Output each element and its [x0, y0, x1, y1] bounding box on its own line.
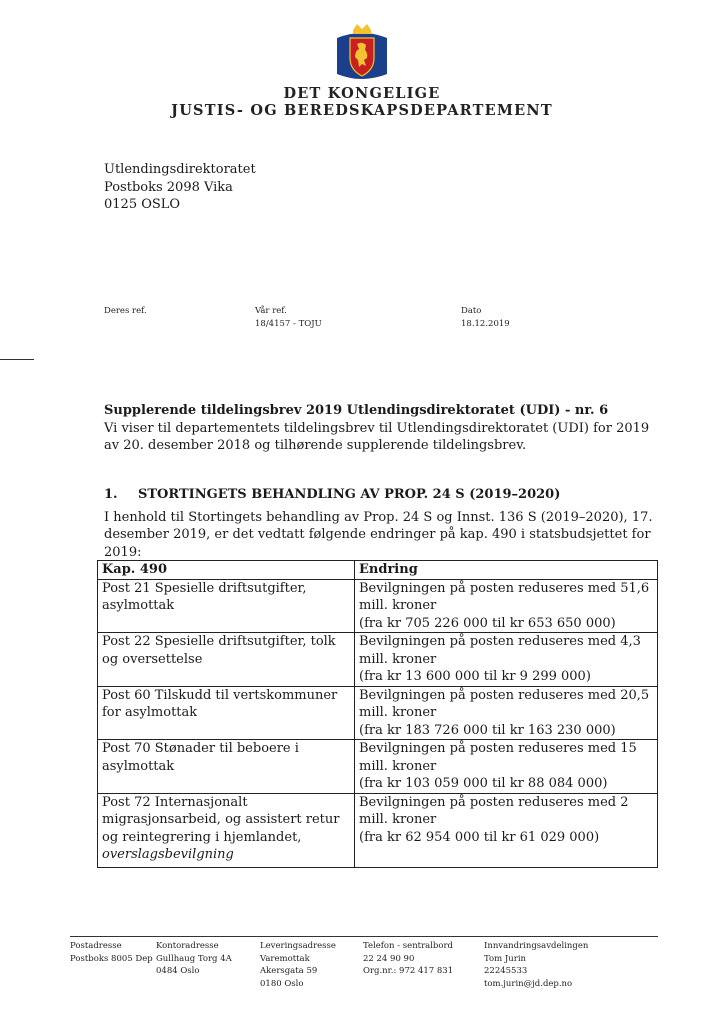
subject-block — [104, 402, 664, 455]
table-row — [98, 686, 658, 740]
post-cell — [98, 579, 355, 633]
letterhead — [0, 24, 724, 119]
footer-value: Gullhaug Torg 4A — [156, 953, 232, 964]
change-text: Bevilgningen på posten reduseres med 51,6 mill. kroner — [359, 580, 650, 613]
change-cell — [355, 686, 658, 740]
table-row — [98, 793, 658, 867]
footer-postadresse — [70, 940, 153, 965]
change-text: Bevilgningen på posten reduseres med 2 mill. kroner — [359, 794, 629, 827]
deres-ref-label: Deres ref. — [104, 306, 147, 316]
footer-value: 0484 Oslo — [156, 966, 200, 976]
recipient-city: 0125 OSLO — [104, 197, 181, 212]
change-detail: (fra kr 183 726 000 til kr 163 230 000) — [359, 722, 616, 738]
post-text: Post 60 Tilskudd til vertskommuner for asylmottak — [102, 687, 338, 720]
dato-value: 18.12.2019 — [461, 319, 510, 329]
table-header-endring: Endring — [355, 561, 658, 580]
footer-value: Varemottak — [260, 953, 310, 964]
post-text: Post 72 Internasjonalt migrasjonsarbeid, og assistert retur og reintegrering i hjemlandet, — [102, 794, 340, 845]
footer-telefon — [363, 940, 453, 978]
post-cell — [98, 740, 355, 794]
budget-table — [97, 560, 658, 868]
section-1 — [104, 486, 664, 561]
reference-deres — [104, 305, 147, 318]
footer-kontoradresse — [156, 940, 232, 978]
table-row — [98, 740, 658, 794]
footer-label: Telefon - sentralbord — [363, 941, 453, 951]
reference-dato — [461, 305, 510, 331]
recipient-name: Utlendingsdirektoratet — [104, 162, 256, 177]
change-cell — [355, 633, 658, 687]
footer-avdeling — [484, 940, 588, 990]
norwegian-coat-of-arms-icon — [333, 24, 391, 84]
post-cell — [98, 793, 355, 867]
post-text: Post 21 Spesielle driftsutgifter, asylmottak — [102, 580, 307, 613]
post-text: Post 70 Stønader til beboere i asylmottak — [102, 741, 299, 774]
change-cell — [355, 579, 658, 633]
section-heading — [104, 486, 664, 504]
section-body: I henhold til Stortingets behandling av Prop. 24 S og Innst. 136 S (2019–2020), 17. desember 2019, er det vedtatt følgende endringer på kap. 490 i statsbudsjettet for 2019: — [104, 509, 653, 560]
post-text: Post 22 Spesielle driftsutgifter, tolk og oversettelse — [102, 634, 336, 667]
dato-label: Dato — [461, 306, 482, 316]
footer-value: Akersgata 59 — [260, 966, 318, 976]
change-detail: (fra kr 103 059 000 til kr 88 084 000) — [359, 776, 608, 791]
subject-body: Vi viser til departementets tildelingsbrev til Utlendingsdirektoratet (UDI) for 2019 av 20. desember 2018 og tilhørende supplerende tildelingsbrev. — [104, 420, 650, 453]
change-cell — [355, 740, 658, 794]
footer-email[interactable]: tom.jurin@jd.dep.no — [484, 978, 573, 989]
table-row — [98, 579, 658, 633]
change-detail: (fra kr 705 226 000 til kr 653 650 000) — [359, 615, 616, 631]
footer-value: Postboks 8005 Dep — [70, 953, 153, 964]
var-ref-label: Vår ref. — [255, 306, 287, 316]
reference-var — [255, 305, 322, 331]
var-ref-value: 18/4157 - TOJU — [255, 319, 322, 329]
recipient-address — [104, 161, 256, 214]
section-heading-text: STORTINGETS BEHANDLING AV PROP. 24 S (2019–2020) — [138, 487, 561, 502]
change-text: Bevilgningen på posten reduseres med 15 mill. kroner — [359, 741, 637, 774]
footer-value: 22245533 — [484, 966, 528, 976]
table-header-row — [98, 561, 658, 580]
footer-label: Innvandringsavdelingen — [484, 941, 589, 951]
footer-value: Tom Jurin — [484, 953, 527, 964]
footer-value: 0180 Oslo — [260, 978, 304, 989]
footer-value: 22 24 90 90 — [363, 953, 415, 964]
footer-value: Org.nr.: 972 417 831 — [363, 966, 454, 976]
footer-label: Postadresse — [70, 941, 122, 951]
recipient-street: Postboks 2098 Vika — [104, 179, 233, 195]
fold-mark — [0, 359, 34, 360]
post-cell — [98, 686, 355, 740]
footer-label: Leveringsadresse — [260, 941, 336, 951]
footer-leveringsadresse — [260, 940, 336, 990]
section-number: 1. — [104, 487, 118, 502]
footer-label: Kontoradresse — [156, 941, 219, 951]
change-detail: (fra kr 62 954 000 til kr 61 029 000) — [359, 829, 600, 845]
change-text: Bevilgningen på posten reduseres med 4,3 mill. kroner — [359, 634, 641, 667]
change-detail: (fra kr 13 600 000 til kr 9 299 000) — [359, 669, 591, 684]
post-cell — [98, 633, 355, 687]
department-line-1: DET KONGELIGE — [283, 85, 441, 102]
table-header-kap: Kap. 490 — [98, 561, 355, 580]
change-text: Bevilgningen på posten reduseres med 20,5 mill. kroner — [359, 687, 650, 720]
table-row — [98, 633, 658, 687]
footer-divider — [70, 936, 658, 937]
department-line-2: JUSTIS- OG BEREDSKAPSDEPARTEMENT — [171, 102, 553, 119]
subject-title: Supplerende tildelingsbrev 2019 Utlendingsdirektoratet (UDI) - nr. 6 — [104, 403, 609, 418]
post-text-italic: overslagsbevilgning — [102, 847, 234, 862]
change-cell — [355, 793, 658, 867]
